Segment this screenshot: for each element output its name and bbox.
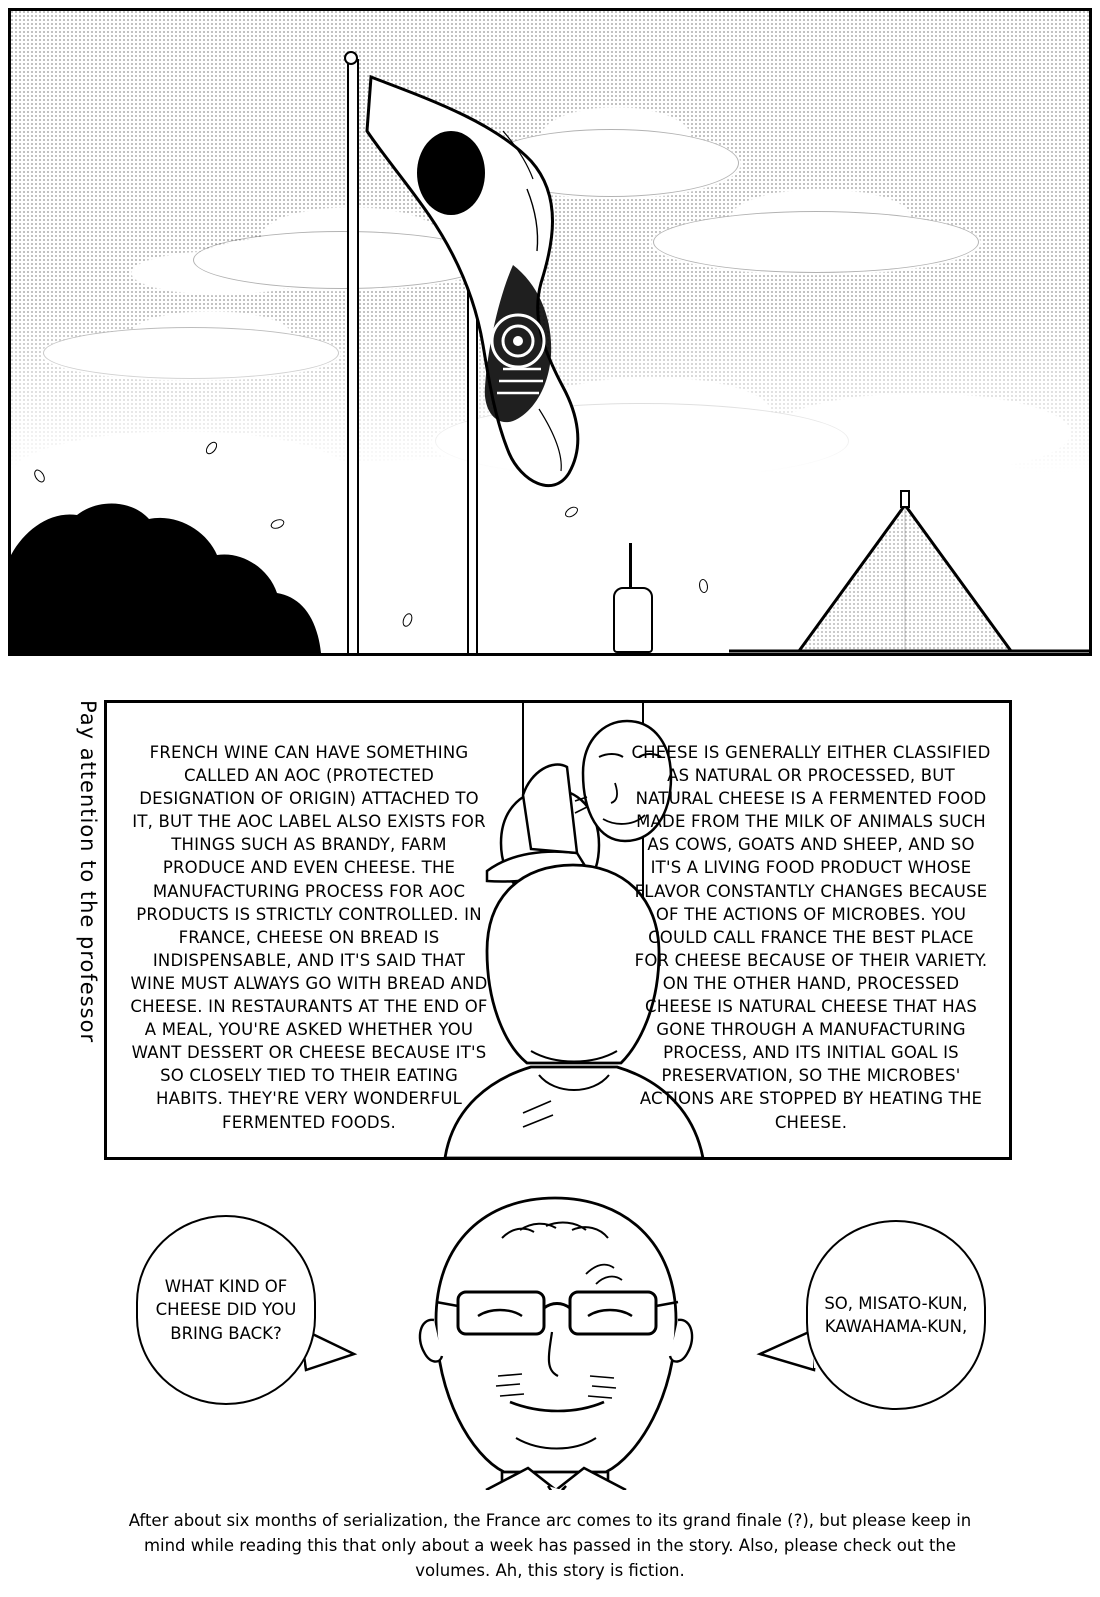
sky-with-flag-panel <box>8 8 1092 656</box>
speech-balloon-left: WHAT KIND OF CHEESE DID YOU BRING BACK? <box>136 1215 316 1405</box>
side-caption: Pay attention to the professor <box>76 700 100 1044</box>
author-note: After about six months of serialization, the France arc comes to its grand finale (?), but please keep in mind while reading this that only about a week has passed in the story. Also, please check out the volumes. Ah, this story is fiction. <box>128 1511 972 1581</box>
lantern-icon <box>609 543 653 653</box>
speech-balloon-right: SO, MISATO-KUN, KAWAHAMA-KUN, <box>806 1220 986 1410</box>
lecture-text-right: CHEESE IS GENERALLY EITHER CLASSIFIED AS NATURAL OR PROCESSED, BUT NATURAL CHEESE IS A FERMENTED FOOD MADE FROM THE MILK OF ANIMALS SUCH AS COWS, GOATS AND SHEEP, AND SO IT'S A LIVING FOOD PRODUCT WHOSE FLAVOR CONSTANTLY CHANGES BECAUSE OF THE ACTIONS OF MICROBES. YOU COULD CALL FRANCE THE BEST PLACE FOR CHEESE BECAUSE OF THEIR VARIETY. ON THE OTHER HAND, PROCESSED CHEESE IS NATURAL CHEESE THAT HAS GONE THROUGH A MANUFACTURING PROCESS, AND ITS INITIAL GOAL IS PRESERVATION, SO THE MICROBES' ACTIONS ARE STOPPED BY HEATING THE CHEESE. <box>631 743 991 1132</box>
treeline-silhouette-icon <box>11 493 341 653</box>
lecture-panel <box>104 700 1012 1160</box>
building-roof-icon <box>669 483 1089 653</box>
lecture-text-left: FRENCH WINE CAN HAVE SOMETHING CALLED AN AOC (PROTECTED DESIGNATION OF ORIGIN) ATTACHED TO IT, BUT THE AOC LABEL ALSO EXISTS FOR THINGS SUCH AS BRANDY, FARM PRODUCE AND EVEN CHEESE. THE MANUFACTURING PROCESS FOR AOC PRODUCTS IS STRICTLY CONTROLLED. IN FRANCE, CHEESE ON BREAD IS INDISPENSABLE, AND IT'S SAID THAT WINE MUST ALWAYS GO WITH BREAD AND CHEESE. IN RESTAURANTS AT THE END OF A MEAL, YOU'RE ASKED WHETHER YOU WANT DESSERT OR CHEESE BECAUSE IT'S SO CLOSELY TIED TO THEIR EATING HABITS. THEY'RE VERY WONDERFUL FERMENTED FOODS. <box>130 743 488 1132</box>
professor-face-icon <box>390 1180 720 1490</box>
japanese-flag-icon <box>363 69 623 489</box>
